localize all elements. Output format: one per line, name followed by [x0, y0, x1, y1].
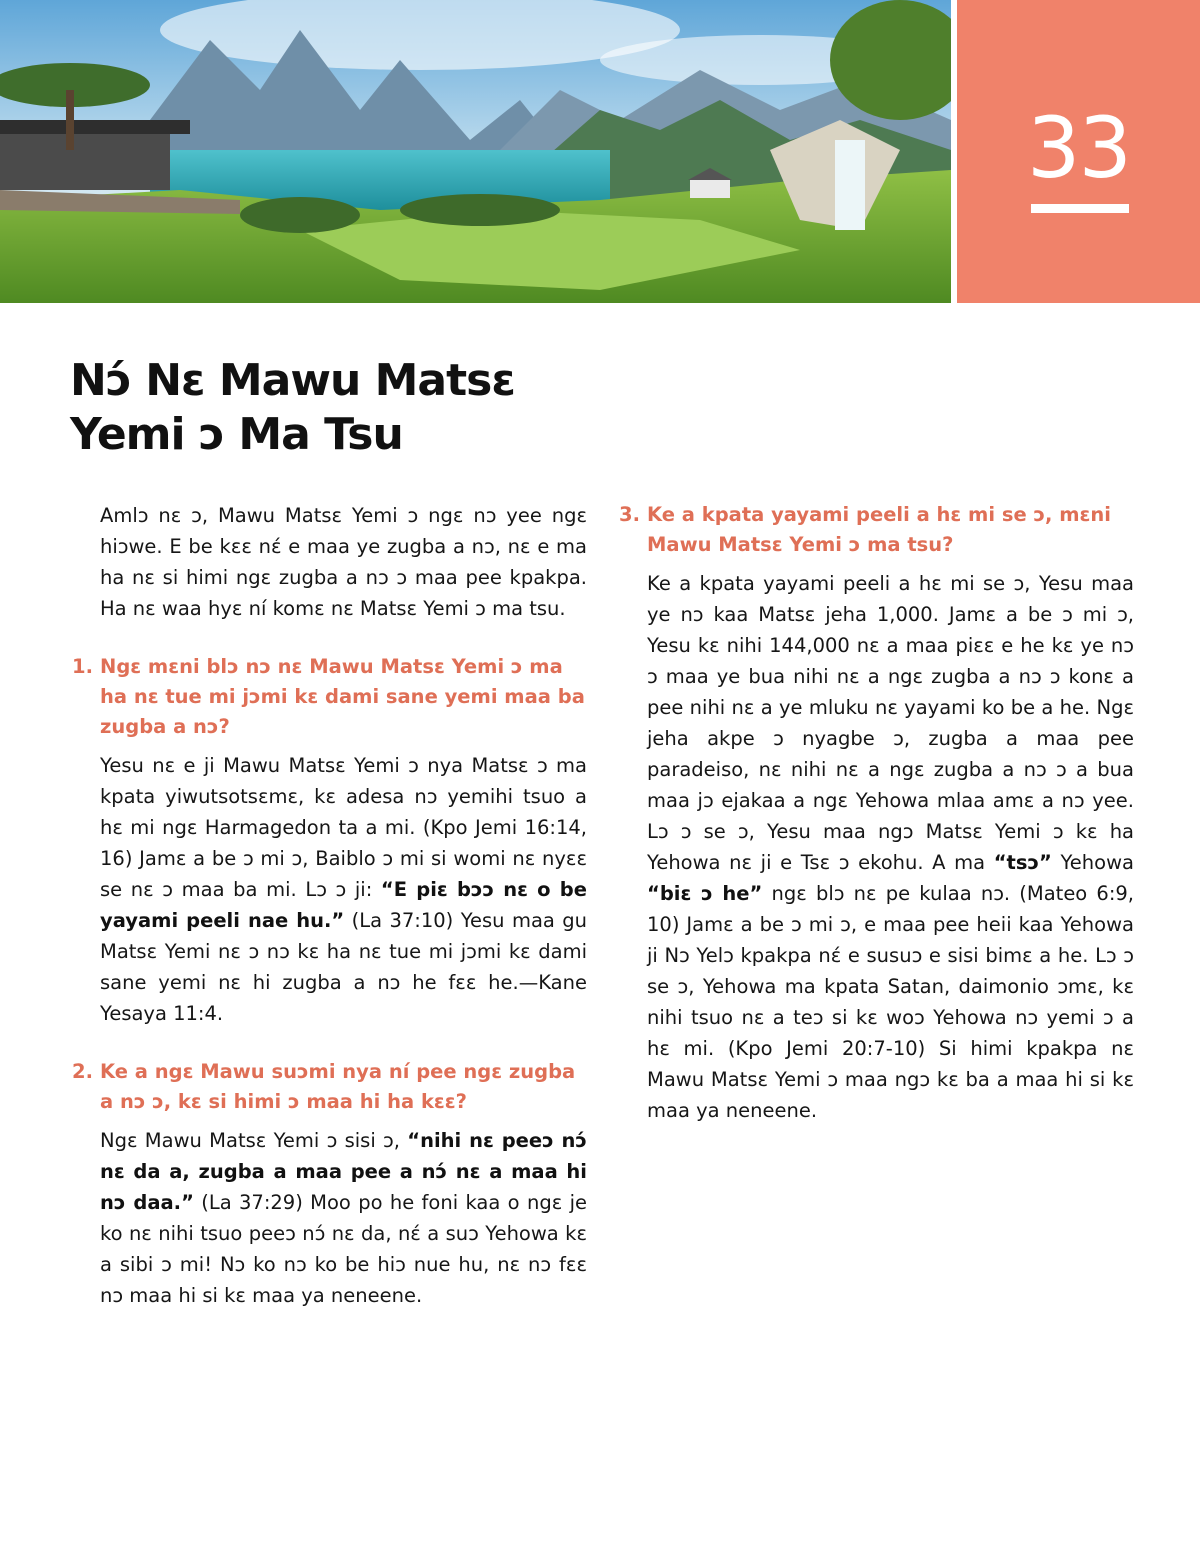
left-column — [72, 500, 587, 1339]
question-2 — [72, 1057, 587, 1117]
paradise-landscape-image — [0, 0, 951, 303]
page-title — [70, 354, 770, 462]
question-2-number: 2. — [72, 1060, 93, 1083]
answer-3-quote-sanctify: “tsɔ” — [993, 851, 1052, 874]
hero-illustration — [0, 0, 951, 303]
right-column — [619, 500, 1134, 1154]
lesson-number: 33 — [1027, 99, 1130, 197]
question-1-number: 1. — [72, 655, 93, 678]
answer-3-part-3: Yehowa — [1051, 851, 1134, 874]
answer-2-part-1: Ngɛ Mawu Matsɛ Yemi ɔ sisi ɔ, — [100, 1129, 408, 1152]
question-3 — [619, 500, 1134, 560]
answer-3-quote-name: “biɛ ɔ he” — [647, 882, 763, 905]
answer-2-quote: “nihi nɛ peeɔ nɔ́ nɛ da a, zugba a maa pee a nɔ́ nɛ a maa hi nɔ daa.” — [100, 1129, 587, 1214]
answer-3 — [647, 568, 1134, 1126]
page-title-line-2: Yemi ɔ Ma Tsu — [70, 409, 403, 460]
answer-3-part-1: Ke a kpata yayami peeli a hɛ mi se ɔ, Yesu maa ye nɔ kaa Matsɛ jeha 1,000. Jamɛ a be ɔ mi ɔ, Yesu kɛ nihi 144,000 nɛ a maa piɛɛ e he kɛ ye nɔ ɔ maa ye bua nihi nɛ a ngɛ zugba a nɔ ɔ konɛ a pee nihi nɛ a ye mluku nɛ yayami ko be a he. Ngɛ jeha akpe ɔ nyagbe ɔ, zugba a maa pee paradeiso, nɛ nihi nɛ a ngɛ zugba a nɔ ɔ a bua maa jɔ ejakaa a ngɛ Yehowa mlaa amɛ a nɔ yee. Lɔ ɔ se ɔ, Yesu maa ngɔ Matsɛ Yemi ɔ kɛ ha Yehowa nɛ ji e Tsɛ ɔ ekohu. A ma — [647, 572, 1134, 874]
answer-3-part-5: ngɛ blɔ nɛ pe kulaa nɔ. (Mateo 6:9, 10) Jamɛ a be ɔ mi ɔ, e maa pee heii kaa Yehowa ji Nɔ Yelɔ kpakpa nɛ́ e susuɔ e sisi bimɛ a he. Lɔ ɔ se ɔ, Yehowa ma kpata Satan, daimonio ɔmɛ, kɛ nihi tsuo nɛ a teɔ si kɛ woɔ Yehowa nɔ yemi ɔ a hɛ mi. (Kpo Jemi 20:7-10) Si himi kpakpa nɛ Mawu Matsɛ Yemi ɔ maa ngɔ kɛ ba a maa hi si kɛ maa ya neneene. — [647, 882, 1135, 1122]
answer-2 — [100, 1125, 587, 1311]
question-2-text: Ke a ngɛ Mawu suɔmi nya ní pee ngɛ zugba a nɔ ɔ, kɛ si himi ɔ maa hi ha kɛɛ? — [100, 1060, 576, 1113]
answer-1 — [100, 750, 587, 1029]
question-1-text: Ngɛ mɛni blɔ nɔ nɛ Mawu Matsɛ Yemi ɔ ma ha nɛ tue mi jɔmi kɛ dami sane yemi maa ba zugba a nɔ? — [100, 655, 585, 738]
question-3-number: 3. — [619, 503, 640, 526]
answer-1-part-3: (La 37:10) Yesu maa gu Matsɛ Yemi nɛ ɔ nɔ kɛ ha nɛ tue mi jɔmi kɛ dami sane yemi nɛ hi zugba a nɔ he fɛɛ he.—Kane Yesaya 11:4. — [100, 909, 588, 1025]
question-1 — [72, 652, 587, 742]
answer-1-quote: “E piɛ bɔɔ nɛ o be yayami peeli nae hu.” — [100, 878, 587, 932]
question-3-text: Ke a kpata yayami peeli a hɛ mi se ɔ, mɛni Mawu Matsɛ Yemi ɔ ma tsu? — [647, 503, 1111, 556]
intro-paragraph: Amlɔ nɛ ɔ, Mawu Matsɛ Yemi ɔ ngɛ nɔ yee ngɛ hiɔwe. E be kɛɛ nɛ́ e maa ye zugba a nɔ, nɛ e ma ha nɛ si himi ngɛ zugba a nɔ ɔ maa pee kpakpa. Ha nɛ waa hyɛ ní komɛ nɛ Matsɛ Yemi ɔ ma tsu. — [100, 504, 587, 620]
lesson-number-underline — [1031, 204, 1129, 213]
answer-2-part-3: (La 37:29) Moo po he foni kaa o ngɛ je ko nɛ nihi tsuo peeɔ nɔ́ nɛ da, nɛ́ a suɔ Yehowa kɛ a sibi ɔ mi! Nɔ ko nɔ ko be hiɔ nue hu, nɛ nɔ fɛɛ nɔ maa hi si kɛ maa ya neneene. — [100, 1191, 587, 1307]
answer-1-part-1: Yesu nɛ e ji Mawu Matsɛ Yemi ɔ nya Matsɛ ɔ ma kpata yiwutsotsɛmɛ, kɛ adesa nɔ yemihi tsuo a hɛ mi ngɛ Harmagedon ta a mi. (Kpo Jemi 16:14, 16) Jamɛ a be ɔ mi ɔ, Baiblo ɔ mi si womi nɛ nyɛɛ se nɛ ɔ maa ba mi. Lɔ ɔ ji: — [100, 754, 587, 901]
page-title-line-1: Nɔ́ Nɛ Mawu Matsɛ — [70, 355, 515, 406]
lesson-number-panel — [957, 0, 1200, 303]
